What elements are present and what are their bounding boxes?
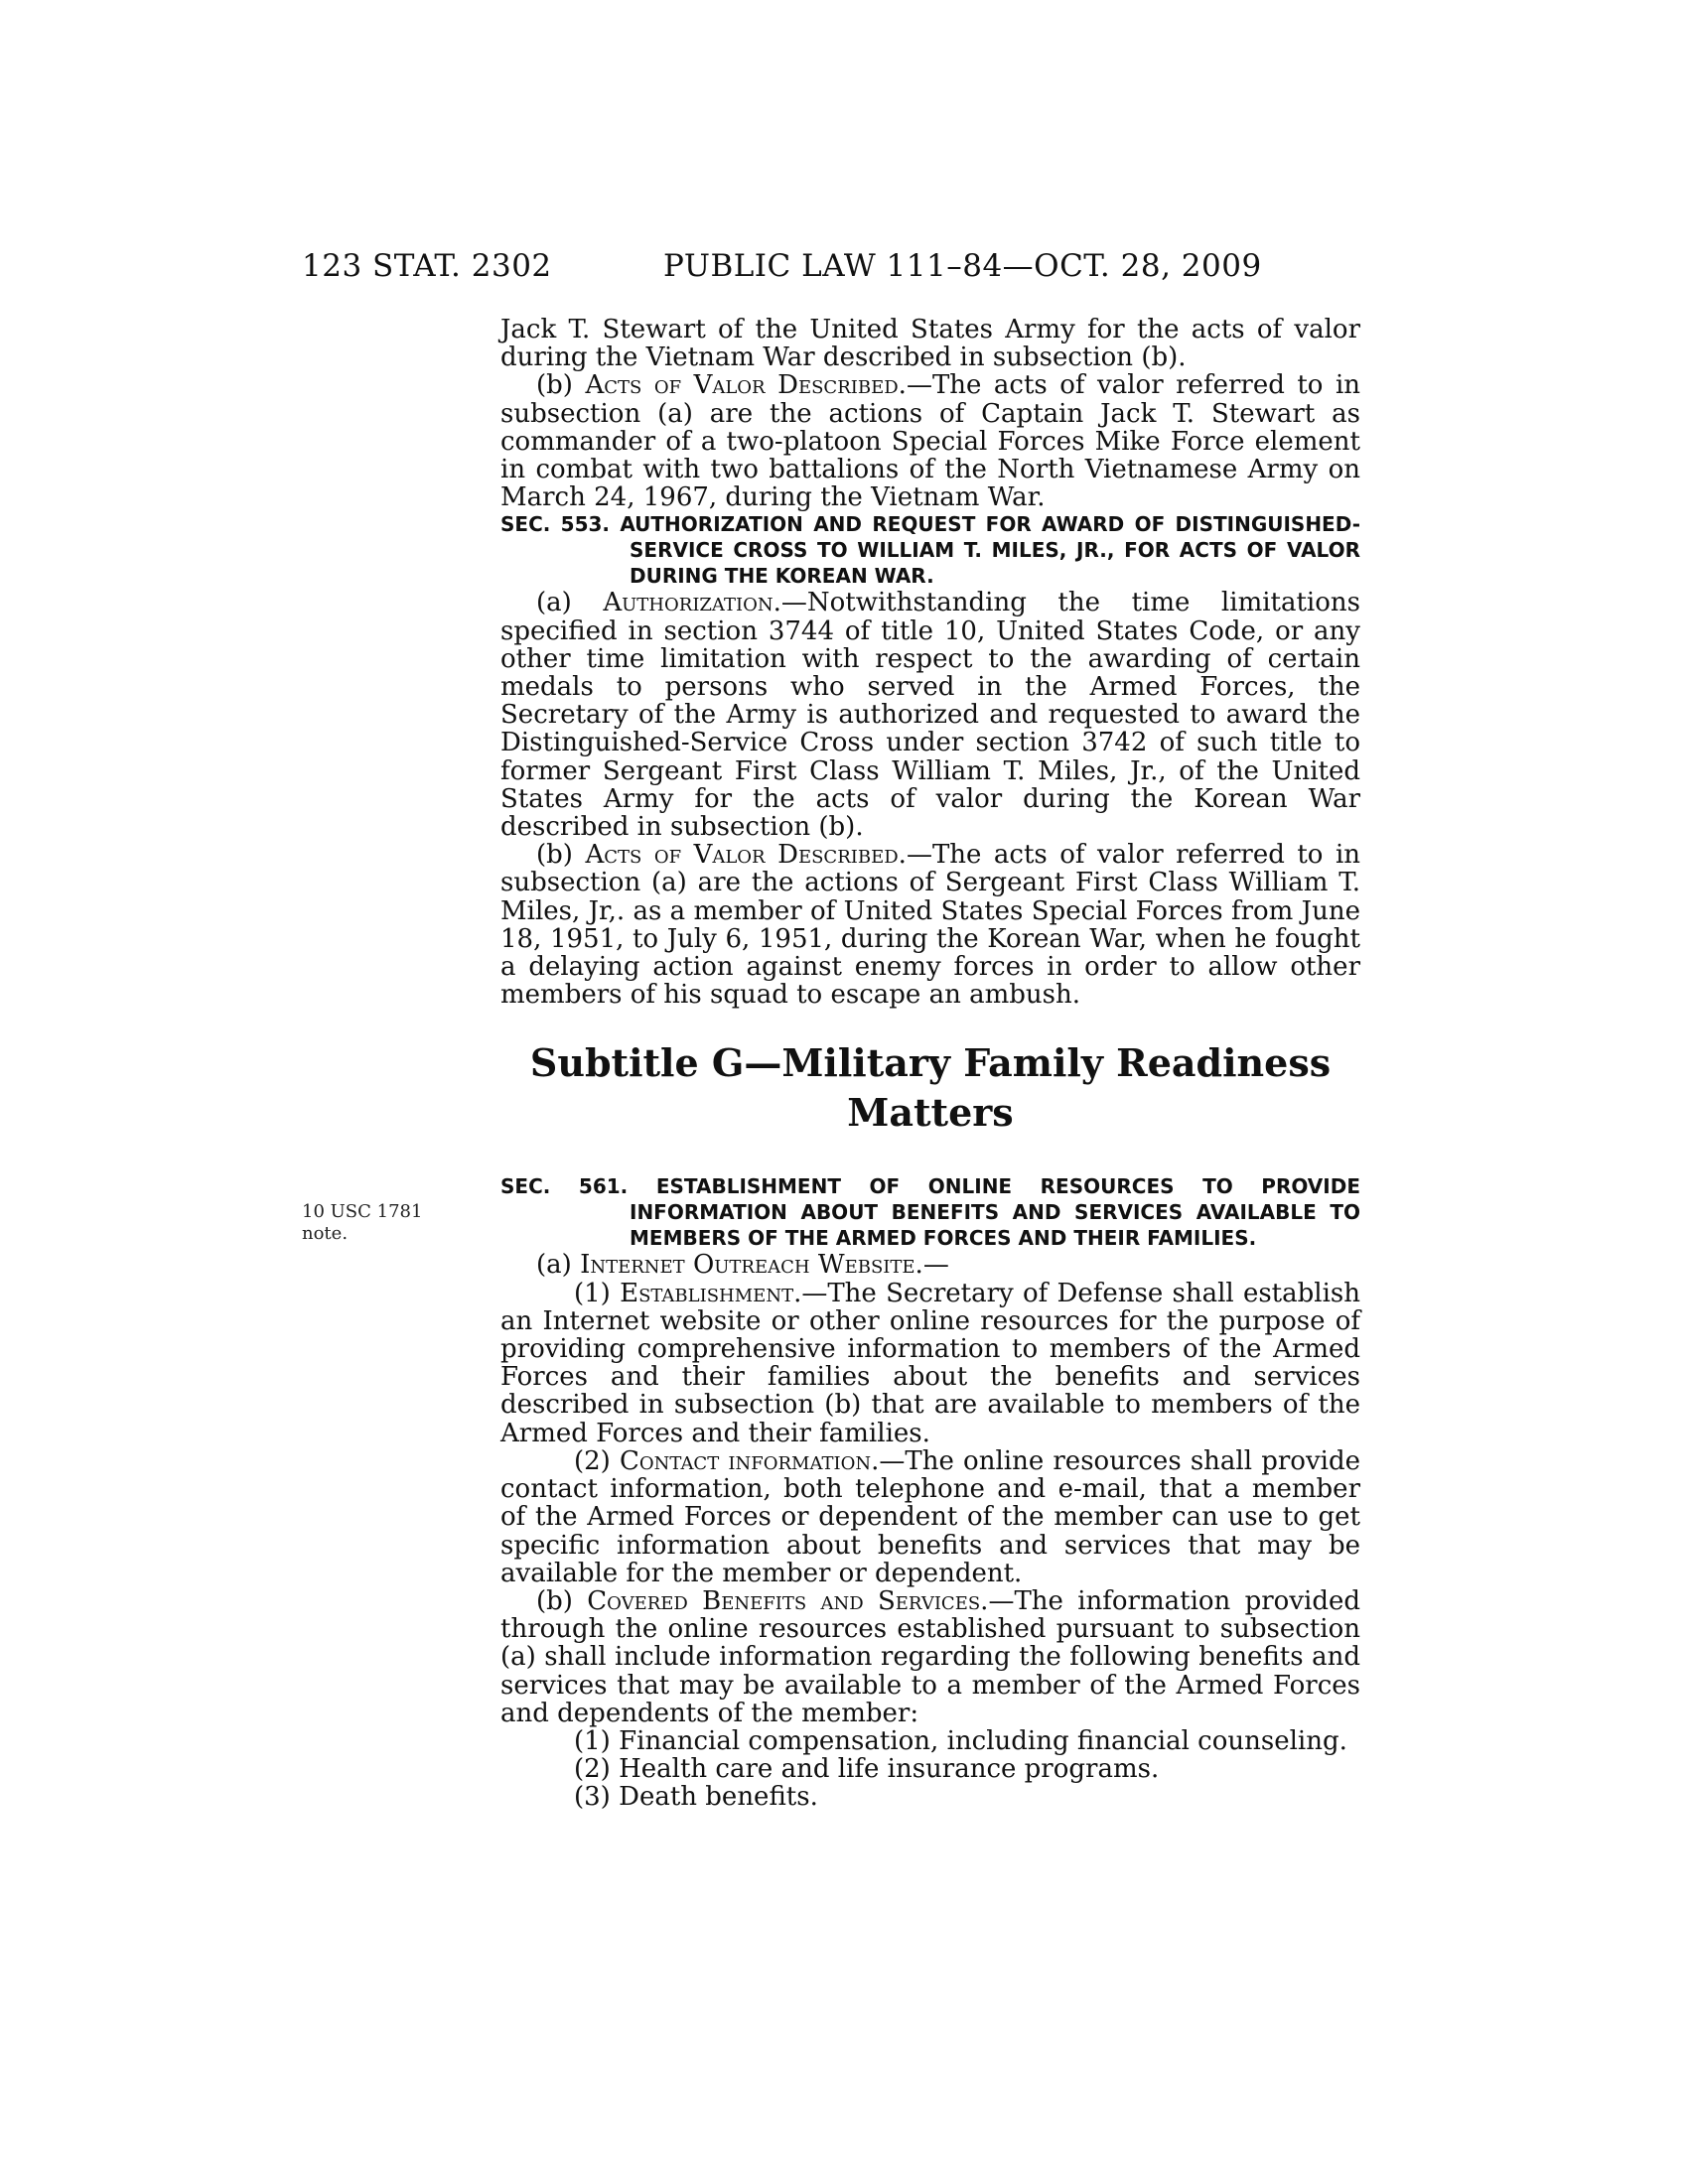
sec553-b-text: —The acts of valor referred to in subsection (a) are the actions of Sergeant First Class William T. Miles, Jr,. as a member of United States Special Forces from June 18, 1951, to July 6, 1951, during the Korean War, when he fought a delaying action against enemy forces in order to allow other members of his squad to escape an ambush. (500, 840, 1361, 1011)
subtitle-line1: Subtitle G—Military Family Readiness (529, 1040, 1332, 1086)
subtitle-heading (500, 1038, 1360, 1138)
list-item: (1) Financial compensation, including financial counseling. (574, 1725, 1347, 1756)
sec561-a1-text: —The Secretary of Defense shall establish an Internet website or other online resources for the purpose of providing comprehensive information to members of the Armed Forces and their families about the benefits and services described in subsection (b) that are available to members of the Armed Forces and their families. (500, 1278, 1360, 1448)
margin-note-line1: 10 USC 1781 (302, 1201, 423, 1222)
running-title: PUBLIC LAW 111–84—OCT. 28, 2009 (663, 248, 1262, 284)
sec561-b-text: —The information provided through the online resources established pursuant to subsection (a) shall include information regarding the following benefits and services that may be available to a member of the Armed Forces and dependents of the member: (500, 1585, 1360, 1728)
sec552-b-text: —The acts of valor referred to in subsection (a) are the actions of Captain Jack T. Stewart as commander of a two-platoon Special Forces Mike Force element in combat with two battalions of the North Vietnamese Army on March 24, 1967, during the Vietnam War. (500, 370, 1361, 513)
margin-note (302, 1201, 422, 1245)
sec553-a-heading: Authorization. (603, 588, 781, 618)
sec552-continuation: Jack T. Stewart of the United States Army for the acts of valor during the Vietnam War described in subsection (b). (500, 315, 1360, 373)
sec553-b-label: (b) (536, 840, 586, 871)
sec561-b-label: (b) (536, 1585, 588, 1616)
sec561-subsection-b (500, 1587, 1360, 1727)
sec553-a-label: (a) (536, 588, 604, 618)
sec561-paragraph-a1 (500, 1280, 1360, 1447)
sec561-a2-label: (2) (574, 1445, 621, 1476)
sec561-a-dash: — (922, 1250, 949, 1281)
sec561-a-label: (a) (536, 1250, 581, 1281)
sec561-a-heading: Internet Outreach Website. (580, 1250, 923, 1281)
sec561-a1-label: (1) (574, 1278, 621, 1308)
list-item: (3) Death benefits. (574, 1782, 818, 1813)
subtitle-line2: Matters (847, 1090, 1014, 1136)
sec561-paragraph-a2 (500, 1447, 1360, 1587)
sec552-b-label: (b) (536, 370, 586, 401)
sec552-subsection-b (500, 371, 1360, 511)
sec561-subsection-a (500, 1251, 1360, 1279)
sec553-subsection-a (500, 589, 1360, 841)
sec553-heading: SEC. 553. AUTHORIZATION AND REQUEST FOR AWARD OF DISTINGUISHED-SERVICE CROSS TO WILLIAM T. MILES, JR., FOR ACTS OF VALOR DURING THE KOREAN WAR. (500, 512, 1360, 589)
sec561-a2-text: —The online resources shall provide contact information, both telephone and e-mail, that a member of the Armed Forces or dependent of the member can use to get specific information about benefits and services that may be available for the member or dependent. (500, 1445, 1360, 1588)
list-item: (2) Health care and life insurance programs. (574, 1754, 1160, 1785)
stat-citation: 123 STAT. 2302 (302, 248, 552, 284)
sec561-heading: SEC. 561. ESTABLISHMENT OF ONLINE RESOURCES TO PROVIDE INFORMATION ABOUT BENEFITS AND SERVICES AVAILABLE TO MEMBERS OF THE ARMED FORCES AND THEIR FAMILIES. (500, 1174, 1360, 1251)
sec561-b-heading: Covered Benefits and Services. (587, 1585, 989, 1616)
sec561-a2-heading: Contact information. (620, 1445, 880, 1476)
sec553-subsection-b (500, 841, 1360, 1009)
body-text (500, 316, 1360, 1812)
sec553-a-text: —Notwithstanding the time limitations specified in section 3744 of title 10, United States Code, or any other time limitation with respect to the awarding of certain medals to persons who served in the Armed Forces, the Secretary of the Army is authorized and requested to award the Distinguished-Service Cross under section 3742 of such title to former Sergeant First Class William T. Miles, Jr., of the United States Army for the acts of valor during the Korean War described in subsection (b). (500, 588, 1360, 843)
sec552-b-heading: Acts of Valor Described. (585, 370, 907, 401)
sec553-b-heading: Acts of Valor Described. (585, 840, 907, 871)
sec561-a1-heading: Establishment. (620, 1278, 802, 1308)
margin-note-line2: note. (302, 1223, 349, 1244)
